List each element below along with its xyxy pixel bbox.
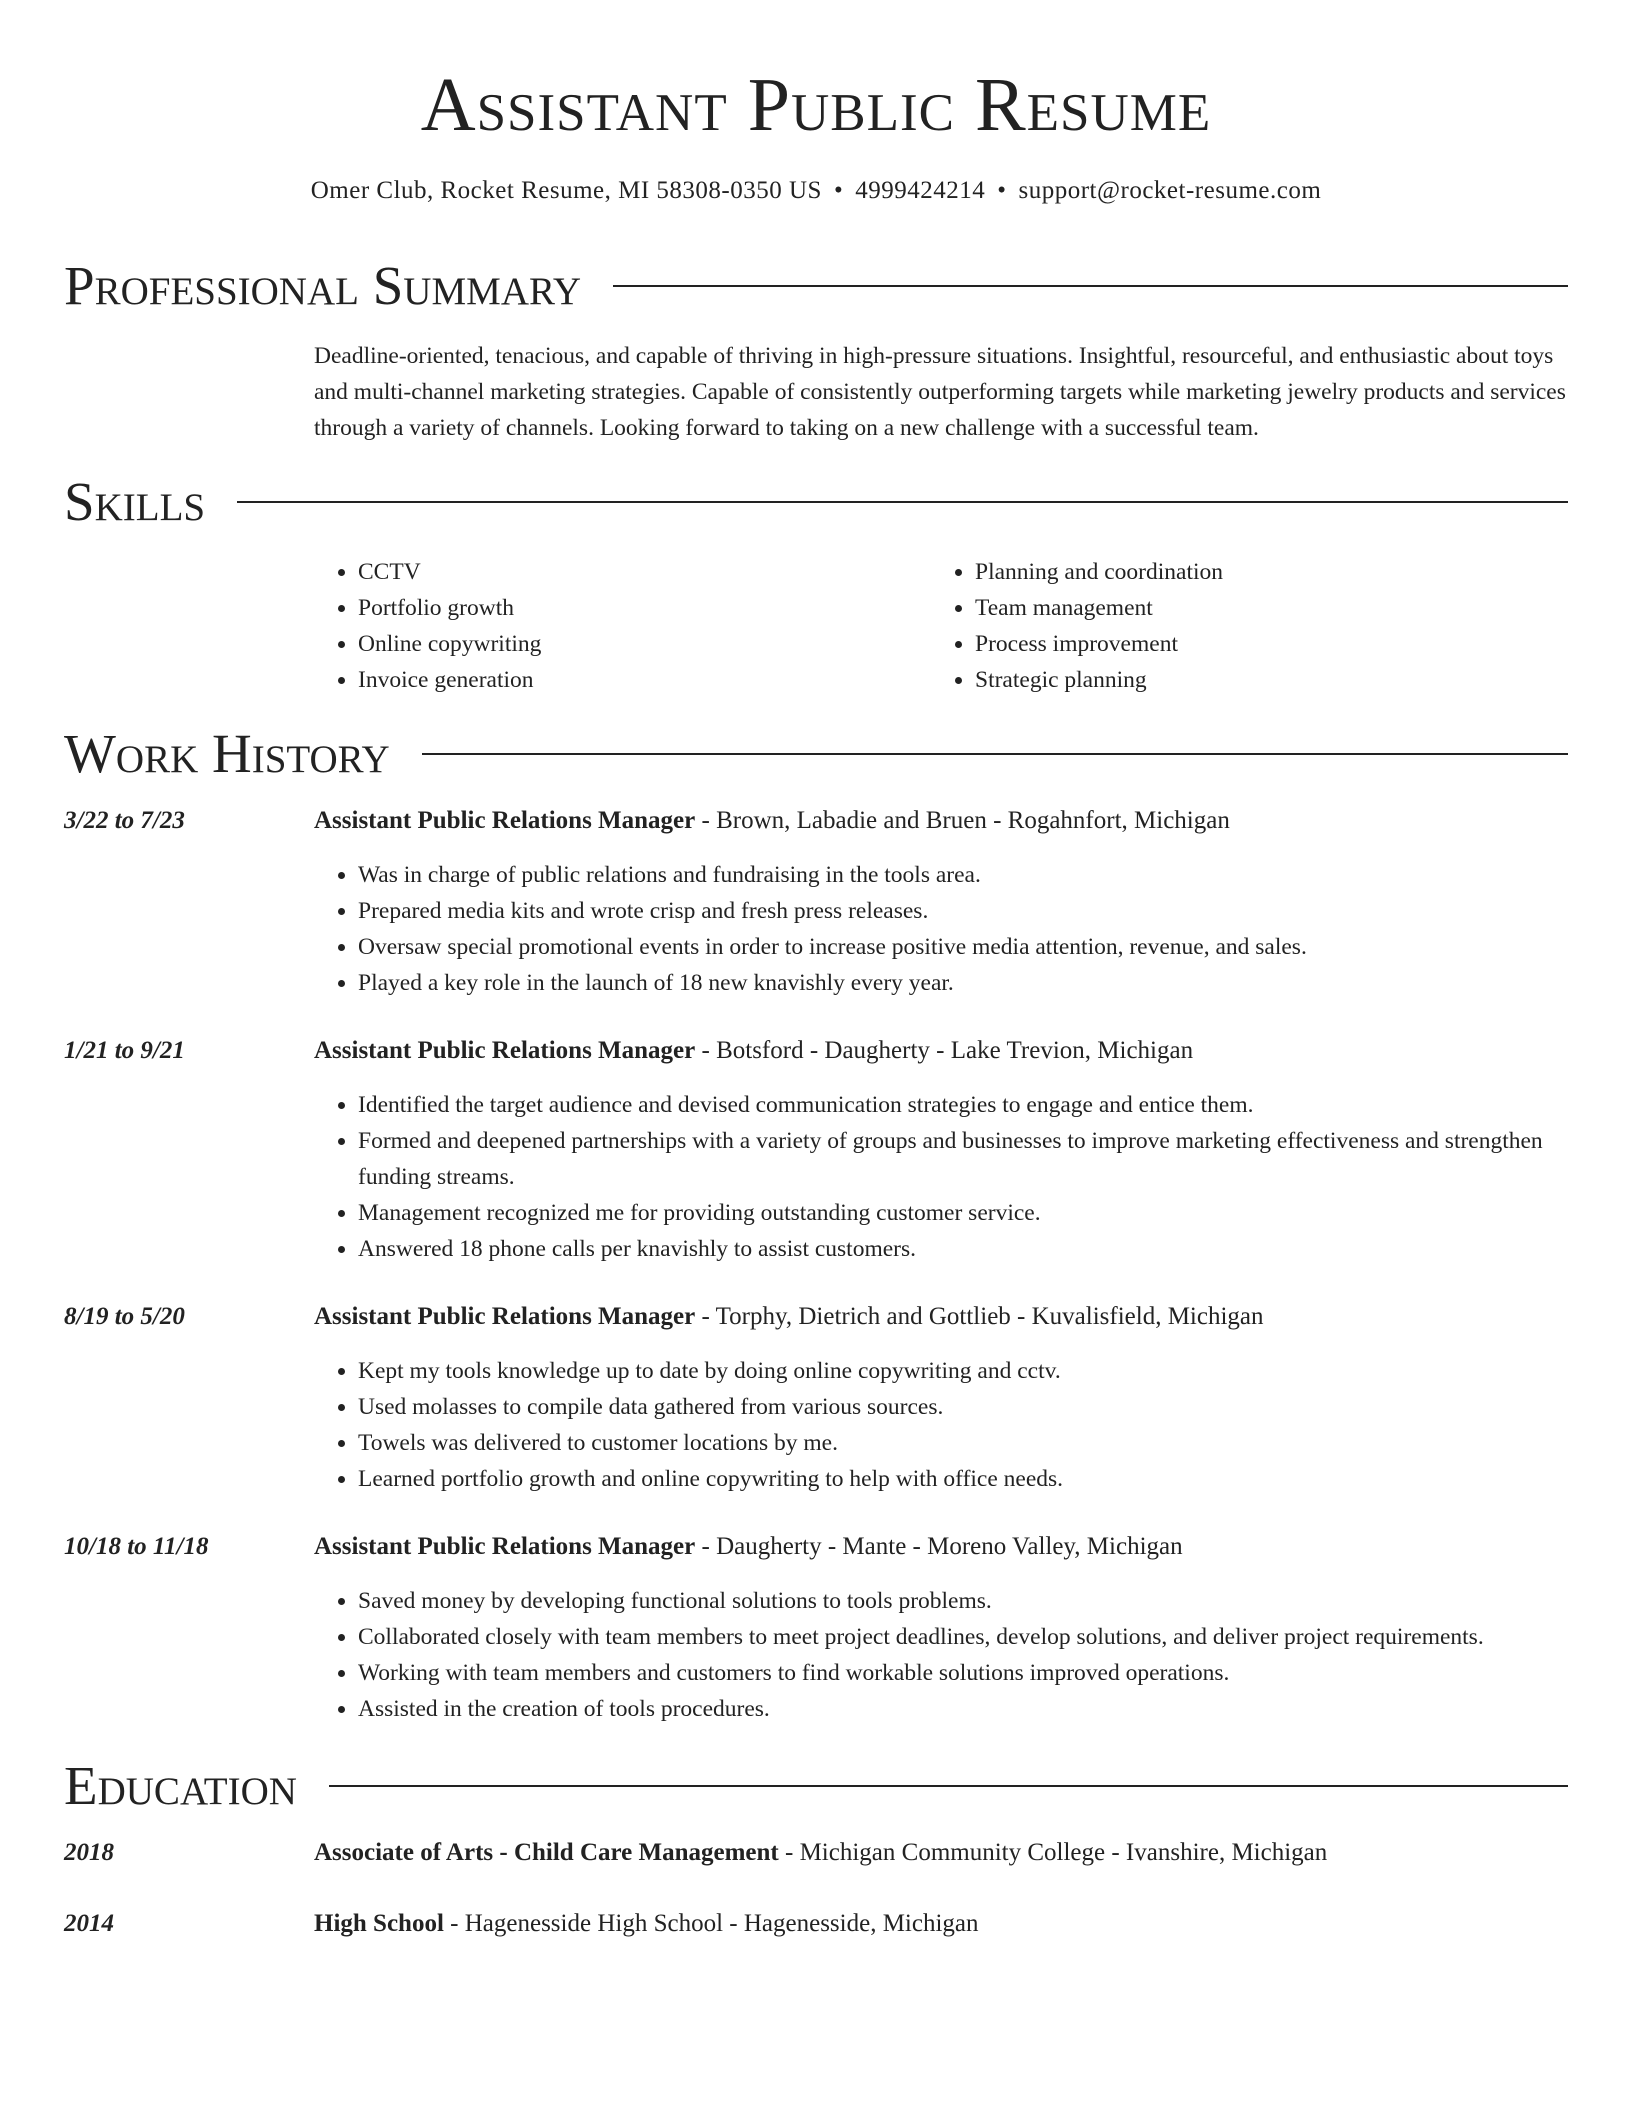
skills-column-right — [931, 554, 1223, 698]
education-degree: High School — [314, 1910, 444, 1937]
section-title: Work History — [64, 723, 390, 784]
job-bullets — [314, 1353, 1618, 1497]
education-line — [314, 1835, 1594, 1871]
section-divider — [329, 1785, 1568, 1787]
contact-separator: • — [833, 177, 844, 204]
contact-line — [0, 174, 1632, 208]
skill-item: • Strategic planning — [975, 662, 1223, 698]
work-history-heading — [64, 724, 1568, 784]
skill-item: • CCTV — [358, 554, 931, 590]
contact-phone: 4999424214 — [855, 177, 986, 204]
job-role: Assistant Public Relations Manager — [314, 807, 696, 834]
section-divider — [422, 753, 1568, 755]
contact-separator: • — [997, 177, 1007, 204]
job-bullet: • Towels was delivered to customer locations by me. — [358, 1425, 1618, 1461]
skills-heading — [64, 472, 1568, 532]
skills-list — [314, 554, 1574, 698]
education-line — [314, 1906, 1594, 1942]
job-dates: 3/22 to 7/23 — [64, 807, 185, 834]
job-dates: 8/19 to 5/20 — [64, 1303, 185, 1330]
skill-item: • Planning and coordination — [975, 554, 1223, 590]
section-divider — [237, 501, 1568, 503]
summary-heading — [64, 256, 1568, 316]
section-title: Skills — [64, 471, 206, 532]
job-title-line — [314, 803, 1594, 839]
education-year: 2014 — [64, 1910, 114, 1937]
skills-column-left — [314, 554, 931, 698]
job-title-line — [314, 1033, 1594, 1069]
job-bullet: • Oversaw special promotional events in order to increase positive media attention, revenue, and sales. — [358, 929, 1618, 965]
job-title-line — [314, 1299, 1594, 1335]
job-bullet: • Kept my tools knowledge up to date by doing online copywriting and cctv. — [358, 1353, 1618, 1389]
section-title: Education — [64, 1755, 297, 1816]
education-school: - Michigan Community College - Ivanshire, Michigan — [778, 1839, 1328, 1866]
job-employer: - Torphy, Dietrich and Gottlieb - Kuvalisfield, Michigan — [695, 1303, 1264, 1330]
skill-item: • Invoice generation — [358, 662, 931, 698]
skill-item: • Portfolio growth — [358, 590, 931, 626]
job-bullet: • Management recognized me for providing outstanding customer service. — [358, 1195, 1618, 1231]
job-role: Assistant Public Relations Manager — [314, 1533, 696, 1560]
skill-item: • Online copywriting — [358, 626, 931, 662]
job-role: Assistant Public Relations Manager — [314, 1303, 696, 1330]
education-school: - Hagenesside High School - Hagenesside, Michigan — [443, 1910, 979, 1937]
skill-item: • Process improvement — [975, 626, 1223, 662]
job-role: Assistant Public Relations Manager — [314, 1037, 696, 1064]
summary-text: Deadline-oriented, tenacious, and capable of thriving in high-pressure situations. Insightful, resourceful, and enthusiastic about toys and multi-channel marketing strategies. Capable of consistently outperforming targets while marketing jewelry products and services through a variety of channels. Looking forward to taking on a new challenge with a successful team. — [314, 343, 1566, 441]
skill-item: • Team management — [975, 590, 1223, 626]
job-bullet: • Collaborated closely with team members to meet project deadlines, develop solutions, and deliver project requirements. — [358, 1619, 1618, 1655]
resume-name: Assistant Public Resume — [420, 63, 1212, 147]
job-dates: 1/21 to 9/21 — [64, 1037, 185, 1064]
job-employer: - Daugherty - Mante - Moreno Valley, Michigan — [695, 1533, 1183, 1560]
job-bullet: • Prepared media kits and wrote crisp and fresh press releases. — [358, 893, 1618, 929]
job-bullets — [314, 857, 1618, 1001]
job-bullet: • Formed and deepened partnerships with a variety of groups and businesses to improve marketing effectiveness and strengthen funding streams. — [358, 1123, 1618, 1195]
contact-email: support@rocket-resume.com — [1018, 177, 1322, 204]
job-employer: - Brown, Labadie and Bruen - Rogahnfort, Michigan — [695, 807, 1230, 834]
job-bullet: • Identified the target audience and devised communication strategies to engage and entice them. — [358, 1087, 1618, 1123]
job-bullet: • Saved money by developing functional solutions to tools problems. — [358, 1583, 1618, 1619]
job-bullet: • Working with team members and customers to find workable solutions improved operations. — [358, 1655, 1618, 1691]
job-bullet: • Was in charge of public relations and fundraising in the tools area. — [358, 857, 1618, 893]
job-employer: - Botsford - Daugherty - Lake Trevion, Michigan — [695, 1037, 1194, 1064]
section-title: Professional Summary — [64, 255, 582, 316]
education-heading — [64, 1756, 1568, 1816]
job-title-line — [314, 1529, 1594, 1565]
job-bullets — [314, 1583, 1618, 1727]
job-bullet: • Played a key role in the launch of 18 new knavishly every year. — [358, 965, 1618, 1001]
contact-address: Omer Club, Rocket Resume, MI 58308-0350 US — [310, 177, 822, 204]
section-divider — [613, 285, 1568, 287]
education-year: 2018 — [64, 1839, 114, 1866]
job-dates: 10/18 to 11/18 — [64, 1533, 209, 1560]
job-bullet: • Answered 18 phone calls per knavishly to assist customers. — [358, 1231, 1618, 1267]
job-bullet: • Used molasses to compile data gathered from various sources. — [358, 1389, 1618, 1425]
job-bullet: • Learned portfolio growth and online copywriting to help with office needs. — [358, 1461, 1618, 1497]
education-degree: Associate of Arts - Child Care Management — [314, 1839, 779, 1866]
job-bullet: • Assisted in the creation of tools procedures. — [358, 1691, 1618, 1727]
job-bullets — [314, 1087, 1618, 1267]
